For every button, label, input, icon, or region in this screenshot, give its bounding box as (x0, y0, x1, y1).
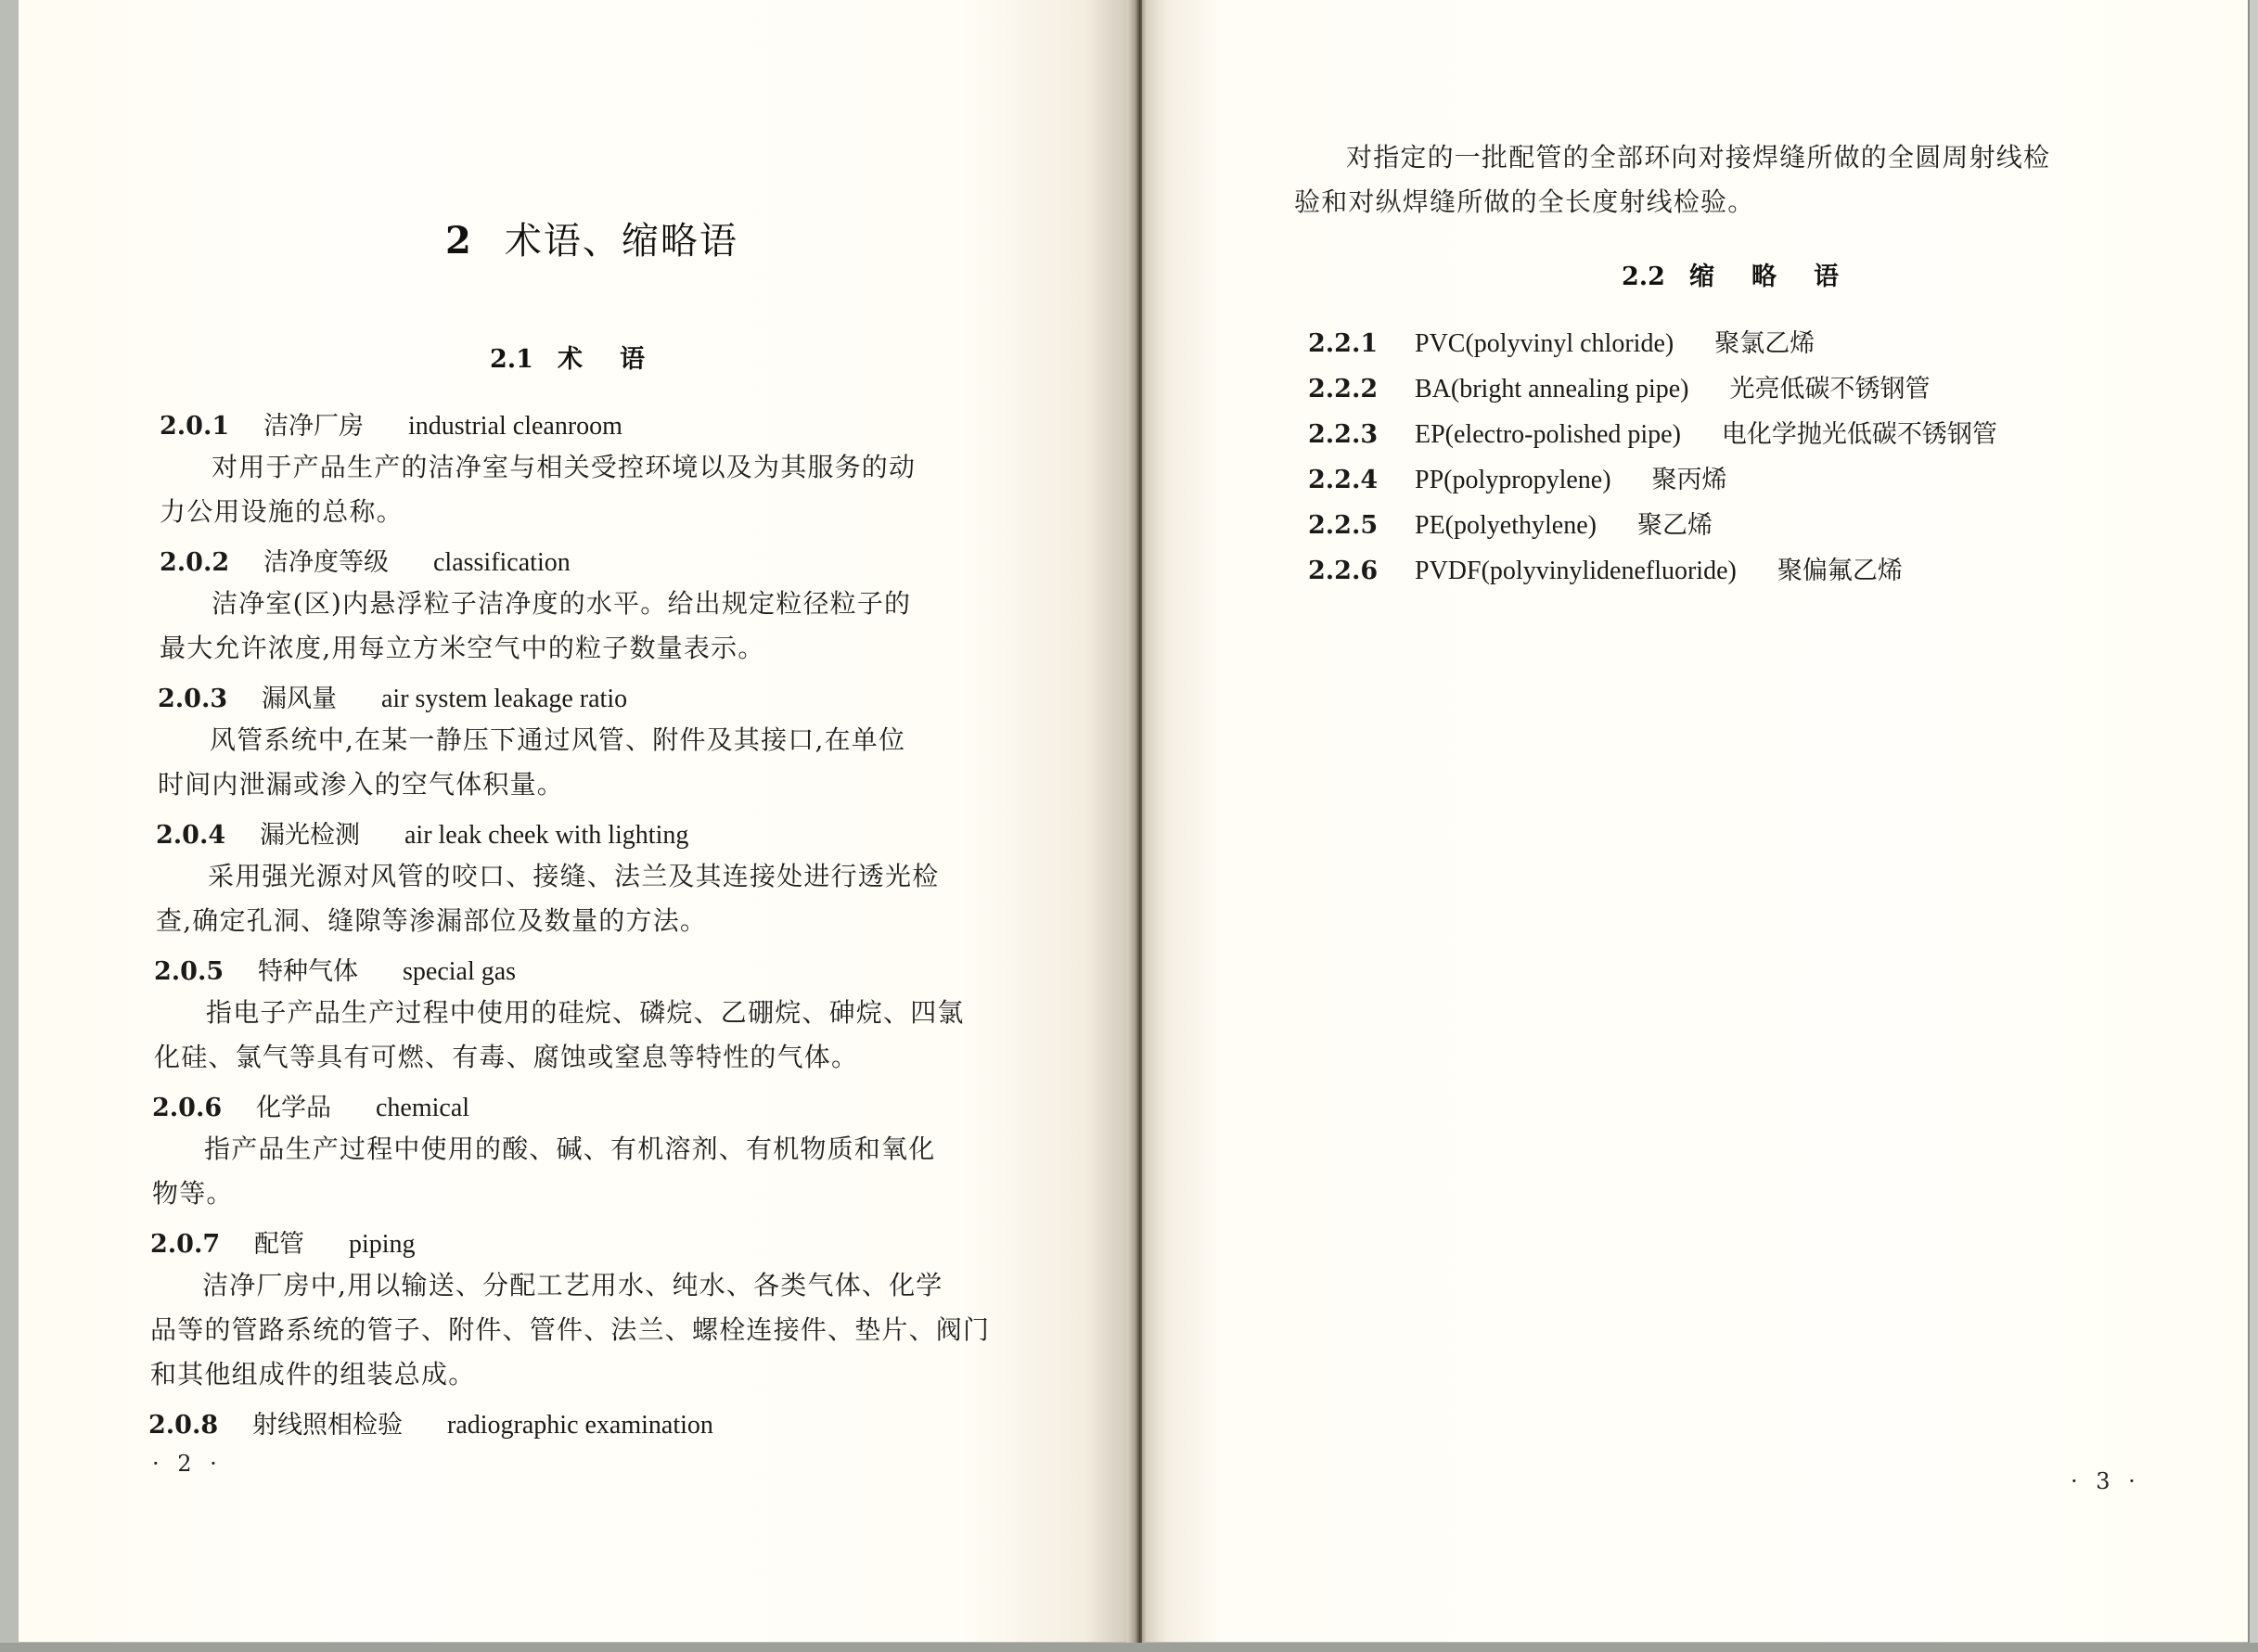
term-en: air leak cheek with lighting (404, 821, 689, 850)
term-heading (160, 542, 571, 578)
chapter-title (445, 211, 738, 264)
term-en: chemical (376, 1094, 470, 1122)
term-number: 2.0.4 (156, 821, 226, 850)
term-zh: 射线照相检验 (252, 1411, 403, 1440)
term-number: 2.0.7 (150, 1230, 221, 1259)
chapter-number: 2 (445, 219, 473, 263)
section-title-char: 缩 (1688, 263, 1751, 291)
term-zh: 漏风量 (262, 685, 337, 713)
section-number: 2.1 (490, 345, 533, 374)
term-en: special gas (403, 957, 517, 986)
term-number: 2.0.5 (154, 957, 225, 986)
abbr-zh: 聚偏氟乙烯 (1777, 557, 1903, 585)
continued-definition (1294, 135, 2185, 224)
term-number: 2.0.8 (148, 1411, 219, 1440)
book-gutter (1127, 0, 1142, 1646)
term-number: 2.0.2 (160, 548, 230, 577)
definition-line: 洁净室(区)内悬浮粒子洁净度的水平。给出规定粒径粒子的 (212, 588, 912, 619)
term-zh: 化学品 (256, 1094, 331, 1122)
abbr-number: 2.2.4 (1308, 466, 1379, 494)
term-number: 2.0.3 (158, 685, 228, 713)
term-heading (158, 678, 627, 714)
abbr-number: 2.2.6 (1308, 557, 1379, 585)
section-title-char: 略 (1751, 263, 1814, 291)
definition-line: 和其他组成件的组装总成。 (150, 1359, 476, 1389)
abbr-en: PE(polyethylene) (1415, 511, 1597, 540)
page-number-right: · 3 · (2071, 1468, 2141, 1494)
term-heading (156, 814, 688, 851)
abbr-en: BA(bright annealing pipe) (1415, 375, 1689, 403)
term-zh: 配管 (254, 1230, 304, 1259)
definition-line: 指电子产品生产过程中使用的硅烷、磷烷、乙硼烷、砷烷、四氯 (206, 997, 965, 1028)
definition-line: 时间内泄漏或渗入的空气体积量。 (158, 769, 565, 800)
abbr-zh: 聚乙烯 (1636, 511, 1713, 540)
page-number-left: · 2 · (152, 1451, 223, 1477)
term-heading (148, 1404, 713, 1441)
definition-line: 风管系统中,在某一静压下通过风管、附件及其接口,在单位 (210, 724, 906, 755)
abbreviation-item (1308, 550, 1903, 586)
abbreviation-item (1308, 505, 1713, 541)
term-number: 2.0.1 (160, 412, 230, 441)
abbr-zh: 聚氯乙烯 (1714, 329, 1815, 358)
section-title-2-1 (490, 339, 645, 375)
definition-line: 采用强光源对风管的咬口、接缝、法兰及其连接处进行透光检 (208, 861, 940, 891)
definition-line: 指产品生产过程中使用的酸、碱、有机溶剂、有机物质和氧化 (204, 1133, 936, 1164)
term-definition (154, 991, 1031, 1080)
abbr-en: PP(polypropylene) (1415, 466, 1611, 494)
definition-line: 最大允许浓度,用每立方米空气中的粒子数量表示。 (160, 633, 765, 663)
term-heading (150, 1223, 416, 1260)
abbr-zh: 光亮低碳不锈钢管 (1729, 375, 1931, 403)
term-heading (152, 1087, 469, 1123)
section-title-2-2 (1622, 256, 1839, 292)
term-definition (158, 718, 1030, 807)
term-heading (160, 405, 622, 442)
term-zh: 洁净厂房 (263, 412, 364, 441)
definition-line: 对用于产品生产的洁净室与相关受控环境以及为其服务的动 (212, 452, 917, 482)
section-title-char: 语 (1813, 263, 1839, 291)
page-edge (2248, 0, 2258, 1652)
abbreviation-item (1308, 323, 1815, 359)
term-zh: 漏光检测 (260, 821, 360, 850)
definition-line: 验和对纵焊缝所做的全长度射线检验。 (1294, 186, 1755, 217)
section-number: 2.2 (1622, 263, 1665, 291)
abbr-number: 2.2.2 (1308, 375, 1379, 403)
abbreviation-item (1308, 459, 1727, 495)
term-heading (154, 951, 516, 987)
term-en: piping (349, 1230, 416, 1259)
term-definition (160, 445, 1032, 534)
definition-line: 对指定的一批配管的全部环向对接焊缝所做的全圆周射线检 (1346, 142, 2051, 173)
definition-line: 品等的管路系统的管子、附件、管件、法兰、螺栓连接件、垫片、阀门 (150, 1314, 991, 1345)
definition-line: 洁净厂房中,用以输送、分配工艺用水、纯水、各类气体、化学 (202, 1270, 943, 1300)
term-en: air system leakage ratio (381, 685, 628, 713)
chapter-title-text: 术语、缩略语 (504, 220, 738, 263)
abbreviation-item (1308, 368, 1930, 404)
term-definition (152, 1127, 1029, 1216)
abbreviation-item (1308, 414, 1997, 450)
scan-bottom-edge (0, 1643, 2258, 1652)
abbr-en: PVDF(polyvinylidenefluoride) (1415, 557, 1737, 585)
abbr-zh: 电化学抛光低碳不锈钢管 (1721, 420, 1997, 449)
term-definition (160, 582, 1032, 671)
term-en: industrial cleanroom (408, 412, 622, 441)
term-definition (150, 1263, 1027, 1397)
term-en: classification (433, 548, 571, 577)
abbr-en: EP(electro-polished pipe) (1415, 420, 1681, 449)
section-title-char: 术 (557, 345, 620, 374)
term-number: 2.0.6 (152, 1094, 223, 1122)
definition-line: 力公用设施的总称。 (160, 496, 404, 527)
definition-line: 查,确定孔洞、缝隙等渗漏部位及数量的方法。 (156, 905, 708, 936)
term-zh: 洁净度等级 (263, 548, 389, 577)
abbr-number: 2.2.1 (1308, 329, 1379, 358)
right-page (1139, 0, 2248, 1642)
section-title-char: 语 (619, 345, 645, 374)
abbr-number: 2.2.5 (1308, 511, 1379, 540)
definition-line: 物等。 (152, 1178, 234, 1209)
term-definition (156, 854, 1028, 943)
definition-line: 化硅、氯气等具有可燃、有毒、腐蚀或窒息等特性的气体。 (154, 1042, 859, 1072)
term-en: radiographic examination (447, 1411, 713, 1440)
abbr-zh: 聚丙烯 (1651, 466, 1727, 494)
abbr-number: 2.2.3 (1308, 420, 1379, 449)
term-zh: 特种气体 (258, 957, 358, 986)
abbr-en: PVC(polyvinyl chloride) (1415, 329, 1674, 358)
